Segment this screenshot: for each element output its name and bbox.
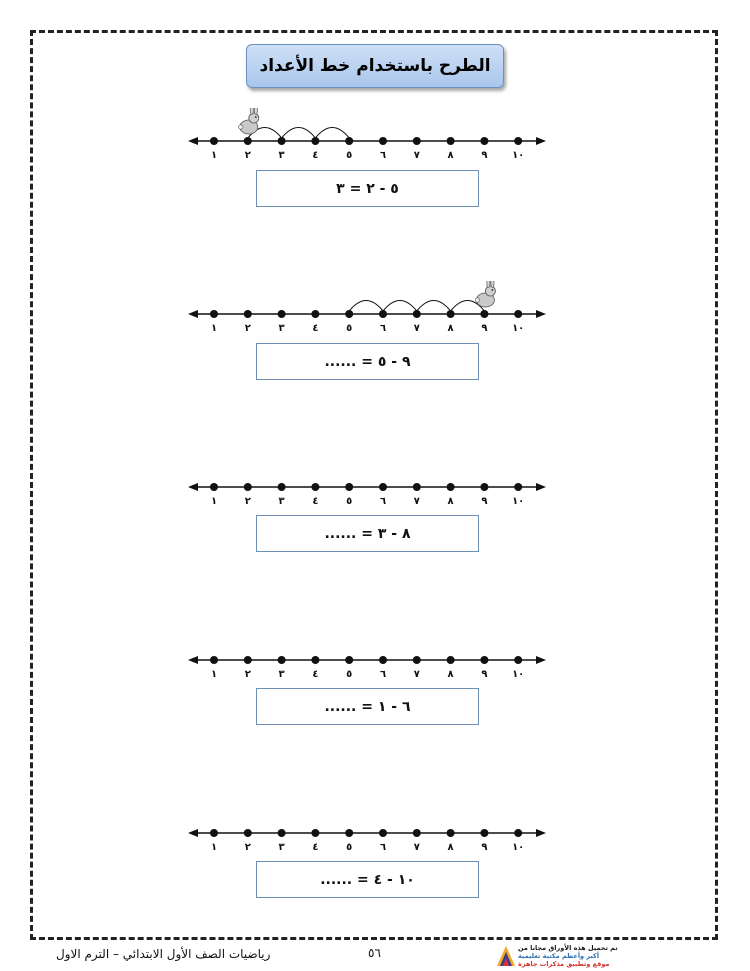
title-banner bbox=[246, 44, 504, 88]
tick-label: ١٠ bbox=[512, 496, 525, 507]
tick-label: ٣ bbox=[278, 669, 285, 680]
right-arrow-icon bbox=[536, 483, 546, 491]
tick-label: ٧ bbox=[413, 669, 420, 680]
tick-label: ٨ bbox=[447, 669, 454, 680]
tick-dot bbox=[514, 656, 522, 664]
tick-dot bbox=[379, 310, 387, 318]
tick-label: ١ bbox=[210, 496, 218, 507]
number-line-4 bbox=[0, 627, 750, 697]
left-arrow-icon bbox=[188, 310, 198, 318]
tick-dot bbox=[447, 310, 455, 318]
tick-dot bbox=[278, 310, 286, 318]
footer-subject: رياضيات الصف الأول الابتدائي – الترم الاول bbox=[56, 947, 271, 961]
tick-dot bbox=[379, 656, 387, 664]
tick-dot bbox=[413, 483, 421, 491]
right-arrow-icon bbox=[536, 829, 546, 837]
tick-dot bbox=[480, 137, 488, 145]
tick-label: ٧ bbox=[413, 842, 420, 853]
tick-label: ٣ bbox=[278, 150, 285, 161]
tick-dot bbox=[413, 829, 421, 837]
tick-label: ١ bbox=[210, 323, 218, 334]
tick-dot bbox=[244, 656, 252, 664]
tick-dot bbox=[345, 829, 353, 837]
tick-label: ٨ bbox=[447, 842, 454, 853]
tick-label: ٤ bbox=[312, 842, 319, 853]
jump-arc bbox=[383, 301, 417, 312]
tick-dot bbox=[514, 310, 522, 318]
tick-label: ٩ bbox=[481, 150, 488, 161]
tick-dot bbox=[210, 137, 218, 145]
equation-3: ٨ - ٣ = ...... bbox=[324, 525, 411, 542]
jump-arc bbox=[349, 301, 383, 312]
tick-label: ١ bbox=[210, 150, 218, 161]
tick-dot bbox=[413, 137, 421, 145]
number-line-2 bbox=[0, 281, 750, 351]
page-title: الطرح باستخدام خط الأعداد bbox=[259, 56, 491, 76]
tick-dot bbox=[345, 310, 353, 318]
tick-dot bbox=[514, 829, 522, 837]
equation-4: ٦ - ١ = ...... bbox=[324, 698, 411, 715]
tick-dot bbox=[447, 137, 455, 145]
tick-dot bbox=[210, 310, 218, 318]
equation-box-2[interactable] bbox=[256, 343, 479, 380]
equation-box-3[interactable] bbox=[256, 515, 479, 552]
tick-dot bbox=[514, 137, 522, 145]
tick-label: ٦ bbox=[379, 150, 387, 161]
left-arrow-icon bbox=[188, 483, 198, 491]
tick-label: ٥ bbox=[346, 669, 353, 680]
book-logo-icon bbox=[496, 944, 516, 968]
tick-label: ٩ bbox=[481, 669, 488, 680]
equation-box-1[interactable] bbox=[256, 170, 479, 207]
tick-dot bbox=[447, 483, 455, 491]
tick-label: ٢ bbox=[244, 323, 251, 334]
tick-dot bbox=[480, 483, 488, 491]
tick-dot bbox=[345, 656, 353, 664]
tick-label: ١٠ bbox=[512, 669, 525, 680]
tick-label: ١٠ bbox=[512, 323, 525, 334]
tick-label: ٢ bbox=[244, 496, 251, 507]
tick-dot bbox=[480, 829, 488, 837]
equation-2: ٩ - ٥ = ...... bbox=[324, 353, 411, 370]
tick-dot bbox=[514, 483, 522, 491]
tick-dot bbox=[244, 137, 252, 145]
logo-line-1: تم تحميل هذه الأوراق مجانا من bbox=[518, 944, 618, 952]
tick-dot bbox=[311, 656, 319, 664]
tick-dot bbox=[244, 483, 252, 491]
tick-label: ٤ bbox=[312, 496, 319, 507]
left-arrow-icon bbox=[188, 137, 198, 145]
tick-label: ٨ bbox=[447, 496, 454, 507]
tick-label: ٢ bbox=[244, 669, 251, 680]
tick-label: ١٠ bbox=[512, 842, 525, 853]
tick-label: ٦ bbox=[379, 323, 387, 334]
tick-dot bbox=[244, 829, 252, 837]
tick-dot bbox=[447, 829, 455, 837]
tick-dot bbox=[311, 137, 319, 145]
tick-label: ٢ bbox=[244, 150, 251, 161]
tick-label: ٣ bbox=[278, 842, 285, 853]
tick-dot bbox=[278, 483, 286, 491]
tick-dot bbox=[311, 310, 319, 318]
equation-1: ٥ - ٢ = ٣ bbox=[336, 180, 399, 197]
tick-label: ٤ bbox=[312, 150, 319, 161]
tick-label: ٩ bbox=[481, 496, 488, 507]
tick-label: ٨ bbox=[447, 150, 454, 161]
tick-label: ٤ bbox=[312, 323, 319, 334]
tick-dot bbox=[278, 656, 286, 664]
number-line-1 bbox=[0, 108, 750, 178]
jump-arc bbox=[282, 128, 316, 139]
equation-box-4[interactable] bbox=[256, 688, 479, 725]
tick-label: ٢ bbox=[244, 842, 251, 853]
logo-line-2: أكبر وأعظم مكتبة تعليمية bbox=[518, 952, 600, 960]
tick-dot bbox=[379, 483, 387, 491]
tick-label: ٦ bbox=[379, 842, 387, 853]
rabbit-icon bbox=[239, 108, 259, 134]
equation-5: ١٠ - ٤ = ...... bbox=[320, 871, 415, 888]
tick-label: ٧ bbox=[413, 150, 420, 161]
number-line-3 bbox=[0, 454, 750, 524]
tick-dot bbox=[244, 310, 252, 318]
jump-arc bbox=[417, 301, 451, 312]
tick-dot bbox=[345, 483, 353, 491]
tick-dot bbox=[311, 829, 319, 837]
tick-dot bbox=[447, 656, 455, 664]
tick-label: ٦ bbox=[379, 669, 387, 680]
tick-label: ٩ bbox=[481, 323, 488, 334]
tick-dot bbox=[210, 656, 218, 664]
tick-dot bbox=[480, 310, 488, 318]
tick-dot bbox=[210, 483, 218, 491]
right-arrow-icon bbox=[536, 656, 546, 664]
rabbit-icon bbox=[475, 281, 495, 307]
right-arrow-icon bbox=[536, 310, 546, 318]
tick-dot bbox=[379, 137, 387, 145]
tick-dot bbox=[413, 310, 421, 318]
tick-dot bbox=[278, 137, 286, 145]
tick-label: ٩ bbox=[481, 842, 488, 853]
tick-label: ٥ bbox=[346, 323, 353, 334]
left-arrow-icon bbox=[188, 656, 198, 664]
tick-label: ٤ bbox=[312, 669, 319, 680]
tick-label: ٥ bbox=[346, 150, 353, 161]
tick-dot bbox=[345, 137, 353, 145]
tick-dot bbox=[413, 656, 421, 664]
tick-dot bbox=[278, 829, 286, 837]
number-line-5 bbox=[0, 800, 750, 870]
logo-line-3: موقع وتطبيق مذكرات جاهزة bbox=[518, 960, 610, 968]
tick-label: ٥ bbox=[346, 842, 353, 853]
tick-label: ٥ bbox=[346, 496, 353, 507]
tick-label: ٨ bbox=[447, 323, 454, 334]
tick-label: ٧ bbox=[413, 323, 420, 334]
tick-label: ٦ bbox=[379, 496, 387, 507]
tick-dot bbox=[480, 656, 488, 664]
equation-box-5[interactable] bbox=[256, 861, 479, 898]
tick-dot bbox=[379, 829, 387, 837]
tick-dot bbox=[311, 483, 319, 491]
tick-label: ٣ bbox=[278, 496, 285, 507]
left-arrow-icon bbox=[188, 829, 198, 837]
right-arrow-icon bbox=[536, 137, 546, 145]
publisher-logo bbox=[496, 944, 630, 968]
jump-arc bbox=[315, 128, 349, 139]
tick-label: ١٠ bbox=[512, 150, 525, 161]
tick-label: ١ bbox=[210, 842, 218, 853]
tick-dot bbox=[210, 829, 218, 837]
tick-label: ٧ bbox=[413, 496, 420, 507]
page-number: ٥٦ bbox=[368, 946, 381, 960]
tick-label: ٣ bbox=[278, 323, 285, 334]
tick-label: ١ bbox=[210, 669, 218, 680]
